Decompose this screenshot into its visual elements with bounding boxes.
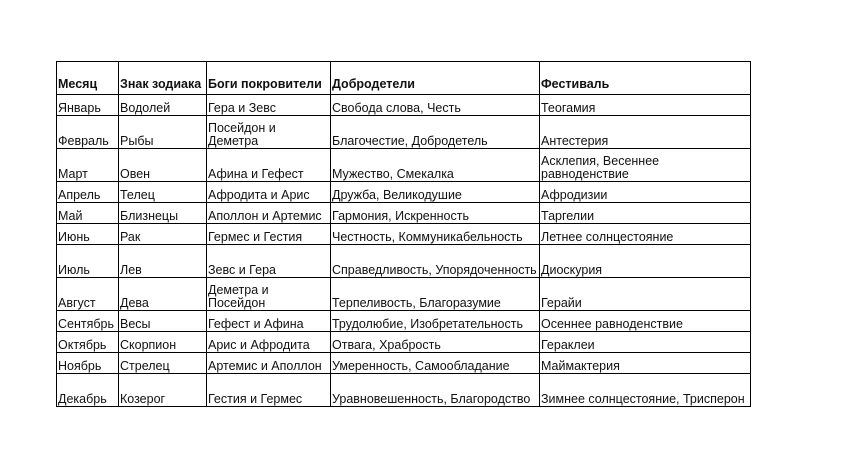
table-row <box>57 182 751 203</box>
cell-festival: Асклепия, Весеннее равноденствие <box>540 149 751 182</box>
cell-month: Июль <box>57 245 119 278</box>
cell-zodiac: Рак <box>119 224 207 245</box>
header-zodiac-sign: Знак зодиака <box>119 62 207 95</box>
cell-zodiac: Скорпион <box>119 332 207 353</box>
header-festival: Фестиваль <box>540 62 751 95</box>
cell-month: Апрель <box>57 182 119 203</box>
cell-gods: Гестия и Гермес <box>207 374 331 407</box>
cell-virtues: Мужество, Смекалка <box>331 149 540 182</box>
cell-virtues: Честность, Коммуникабельность <box>331 224 540 245</box>
table-row <box>57 245 751 278</box>
cell-zodiac: Водолей <box>119 95 207 116</box>
cell-gods: Деметра и Посейдон <box>207 278 331 311</box>
cell-festival: Летнее солнцестояние <box>540 224 751 245</box>
cell-gods: Гефест и Афина <box>207 311 331 332</box>
cell-virtues: Отвага, Храбрость <box>331 332 540 353</box>
cell-month: Март <box>57 149 119 182</box>
cell-zodiac: Козерог <box>119 374 207 407</box>
cell-zodiac: Овен <box>119 149 207 182</box>
cell-festival: Маймактерия <box>540 353 751 374</box>
cell-zodiac: Стрелец <box>119 353 207 374</box>
table-row <box>57 116 751 149</box>
cell-zodiac: Рыбы <box>119 116 207 149</box>
cell-festival: Гераклеи <box>540 332 751 353</box>
cell-virtues: Терпеливость, Благоразумие <box>331 278 540 311</box>
cell-festival: Диоскурия <box>540 245 751 278</box>
table-row <box>57 278 751 311</box>
cell-zodiac: Лев <box>119 245 207 278</box>
cell-gods: Гера и Зевс <box>207 95 331 116</box>
cell-gods: Афина и Гефест <box>207 149 331 182</box>
cell-festival: Афродизии <box>540 182 751 203</box>
cell-month: Декабрь <box>57 374 119 407</box>
cell-month: Январь <box>57 95 119 116</box>
header-patron-gods: Боги покровители <box>207 62 331 95</box>
cell-festival: Осеннее равноденствие <box>540 311 751 332</box>
cell-month: Июнь <box>57 224 119 245</box>
cell-zodiac: Весы <box>119 311 207 332</box>
cell-virtues: Уравновешенность, Благородство <box>331 374 540 407</box>
cell-festival: Теогамия <box>540 95 751 116</box>
cell-virtues: Свобода слова, Честь <box>331 95 540 116</box>
table-row <box>57 149 751 182</box>
cell-month: Май <box>57 203 119 224</box>
cell-zodiac: Телец <box>119 182 207 203</box>
cell-gods: Афродита и Арис <box>207 182 331 203</box>
cell-festival: Герайи <box>540 278 751 311</box>
zodiac-table <box>56 61 751 407</box>
cell-month: Февраль <box>57 116 119 149</box>
table-row <box>57 95 751 116</box>
header-month: Месяц <box>57 62 119 95</box>
cell-festival: Таргелии <box>540 203 751 224</box>
table-row <box>57 332 751 353</box>
cell-virtues: Благочестие, Добродетель <box>331 116 540 149</box>
header-virtues: Добродетели <box>331 62 540 95</box>
cell-virtues: Трудолюбие, Изобретательность <box>331 311 540 332</box>
cell-month: Ноябрь <box>57 353 119 374</box>
table-row <box>57 374 751 407</box>
cell-festival: Антестерия <box>540 116 751 149</box>
cell-gods: Посейдон и Деметра <box>207 116 331 149</box>
table-row <box>57 203 751 224</box>
cell-virtues: Дружба, Великодушие <box>331 182 540 203</box>
cell-virtues: Справедливость, Упорядоченность <box>331 245 540 278</box>
table-row <box>57 311 751 332</box>
cell-zodiac: Дева <box>119 278 207 311</box>
cell-month: Август <box>57 278 119 311</box>
cell-festival: Зимнее солнцестояние, Трисперон <box>540 374 751 407</box>
table-row <box>57 353 751 374</box>
cell-gods: Арис и Афродита <box>207 332 331 353</box>
cell-gods: Зевс и Гера <box>207 245 331 278</box>
cell-gods: Аполлон и Артемис <box>207 203 331 224</box>
cell-virtues: Гармония, Искренность <box>331 203 540 224</box>
cell-gods: Гермес и Гестия <box>207 224 331 245</box>
cell-gods: Артемис и Аполлон <box>207 353 331 374</box>
cell-month: Октябрь <box>57 332 119 353</box>
table-row <box>57 224 751 245</box>
cell-zodiac: Близнецы <box>119 203 207 224</box>
cell-month: Сентябрь <box>57 311 119 332</box>
table-header-row <box>57 62 751 95</box>
cell-virtues: Умеренность, Самообладание <box>331 353 540 374</box>
